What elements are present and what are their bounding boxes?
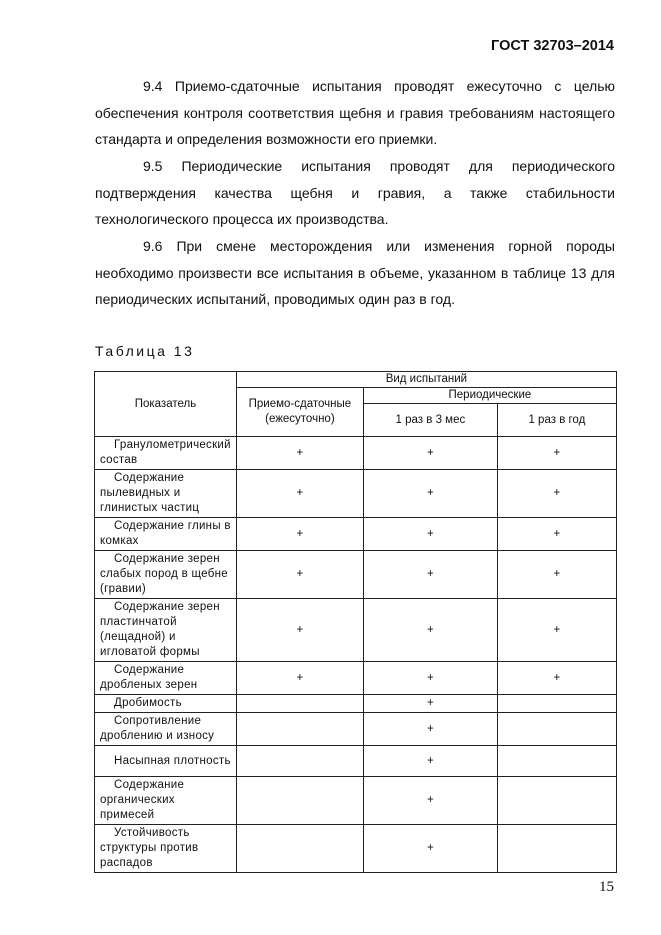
every-3-months-mark: + (363, 437, 497, 470)
row-indicator-name (95, 777, 237, 825)
once-a-year-mark (497, 825, 616, 873)
header-once-a-year: 1 раз в год (497, 404, 616, 437)
row-indicator-text: Устойчивость структуры против распадов (100, 827, 199, 869)
row-indicator-name (95, 825, 237, 873)
paragraph-text: 9.4 Приемо-сдаточные испытания проводят ежесуточно с целью обеспечения контроля соответствия щебня и гравия требованиям настоящего стандарта и определения возможности его приемки. (95, 78, 615, 147)
header-indicator: Показатель (95, 372, 237, 437)
paragraph-9-5 (95, 153, 615, 233)
every-3-months-mark: + (363, 599, 497, 662)
acceptance-mark: + (236, 599, 363, 662)
row-indicator-name (95, 746, 237, 777)
row-indicator-name (95, 662, 237, 695)
every-3-months-mark: + (363, 518, 497, 551)
table-row (95, 437, 617, 470)
table-row (95, 662, 617, 695)
row-indicator-text: Сопротивление дроблению и износу (100, 715, 215, 742)
paragraph-text: 9.6 При смене месторождения или изменения горной породы необходимо произвести все испытания в объеме, указанном в таблице 13 для периодических испытаний, проводимых один раз в год. (95, 238, 615, 307)
acceptance-mark: + (236, 551, 363, 599)
acceptance-mark: + (236, 662, 363, 695)
once-a-year-mark: + (497, 437, 616, 470)
row-indicator-text: Гранулометрический состав (100, 439, 231, 466)
row-indicator-name (95, 599, 237, 662)
table-row (95, 599, 617, 662)
once-a-year-mark (497, 695, 616, 713)
paragraph-9-6 (95, 233, 615, 313)
row-indicator-text: Содержание глины в комках (100, 520, 231, 547)
once-a-year-mark: + (497, 470, 616, 518)
once-a-year-mark (497, 746, 616, 777)
table-row (95, 777, 617, 825)
every-3-months-mark: + (363, 662, 497, 695)
row-indicator-name (95, 437, 237, 470)
every-3-months-mark: + (363, 713, 497, 746)
header-acceptance: Приемо-сдаточные (ежесуточно) (236, 388, 363, 437)
acceptance-mark: + (236, 518, 363, 551)
every-3-months-mark: + (363, 777, 497, 825)
header-test-type: Вид испытаний (236, 372, 616, 388)
row-indicator-text: Дробимость (114, 697, 182, 709)
row-indicator-text: Содержание пылевидных и глинистых частиц (100, 472, 200, 514)
header-periodic: Периодические (363, 388, 616, 404)
once-a-year-mark (497, 713, 616, 746)
paragraph-text: 9.5 Периодические испытания проводят для периодического подтверждения качества щебня и гравия, а также стабильности технологического процесса их производства. (95, 158, 615, 227)
once-a-year-mark: + (497, 662, 616, 695)
acceptance-mark: + (236, 437, 363, 470)
page-number: 15 (599, 879, 614, 895)
acceptance-mark (236, 777, 363, 825)
every-3-months-mark: + (363, 825, 497, 873)
table-row (95, 695, 617, 713)
every-3-months-mark: + (363, 695, 497, 713)
table-row (95, 470, 617, 518)
row-indicator-name (95, 695, 237, 713)
acceptance-mark (236, 713, 363, 746)
table-row (95, 713, 617, 746)
acceptance-mark (236, 746, 363, 777)
row-indicator-name (95, 470, 237, 518)
document-header-id: ГОСТ 32703–2014 (491, 38, 614, 54)
acceptance-mark (236, 695, 363, 713)
row-indicator-text: Содержание дробленых зерен (100, 664, 198, 691)
every-3-months-mark: + (363, 746, 497, 777)
acceptance-mark (236, 825, 363, 873)
table-caption: Таблица 13 (95, 343, 195, 359)
once-a-year-mark (497, 777, 616, 825)
row-indicator-text: Содержание зерен пластинчатой (лещадной) и игловатой формы (100, 601, 220, 658)
once-a-year-mark: + (497, 599, 616, 662)
every-3-months-mark: + (363, 551, 497, 599)
table-row (95, 825, 617, 873)
row-indicator-text: Содержание зерен слабых пород в щебне (гравии) (100, 553, 228, 595)
paragraph-9-4 (95, 73, 615, 153)
once-a-year-mark: + (497, 518, 616, 551)
table-row (95, 518, 617, 551)
table-row (95, 746, 617, 777)
row-indicator-name (95, 518, 237, 551)
tests-table (94, 371, 617, 873)
every-3-months-mark: + (363, 470, 497, 518)
row-indicator-name (95, 713, 237, 746)
row-indicator-text: Содержание органических примесей (100, 779, 185, 821)
once-a-year-mark: + (497, 551, 616, 599)
table-row (95, 551, 617, 599)
acceptance-mark: + (236, 470, 363, 518)
row-indicator-text: Насыпная плотность (114, 754, 231, 767)
table-body (95, 437, 617, 873)
header-every-3-months: 1 раз в 3 мес (363, 404, 497, 437)
row-indicator-name (95, 551, 237, 599)
